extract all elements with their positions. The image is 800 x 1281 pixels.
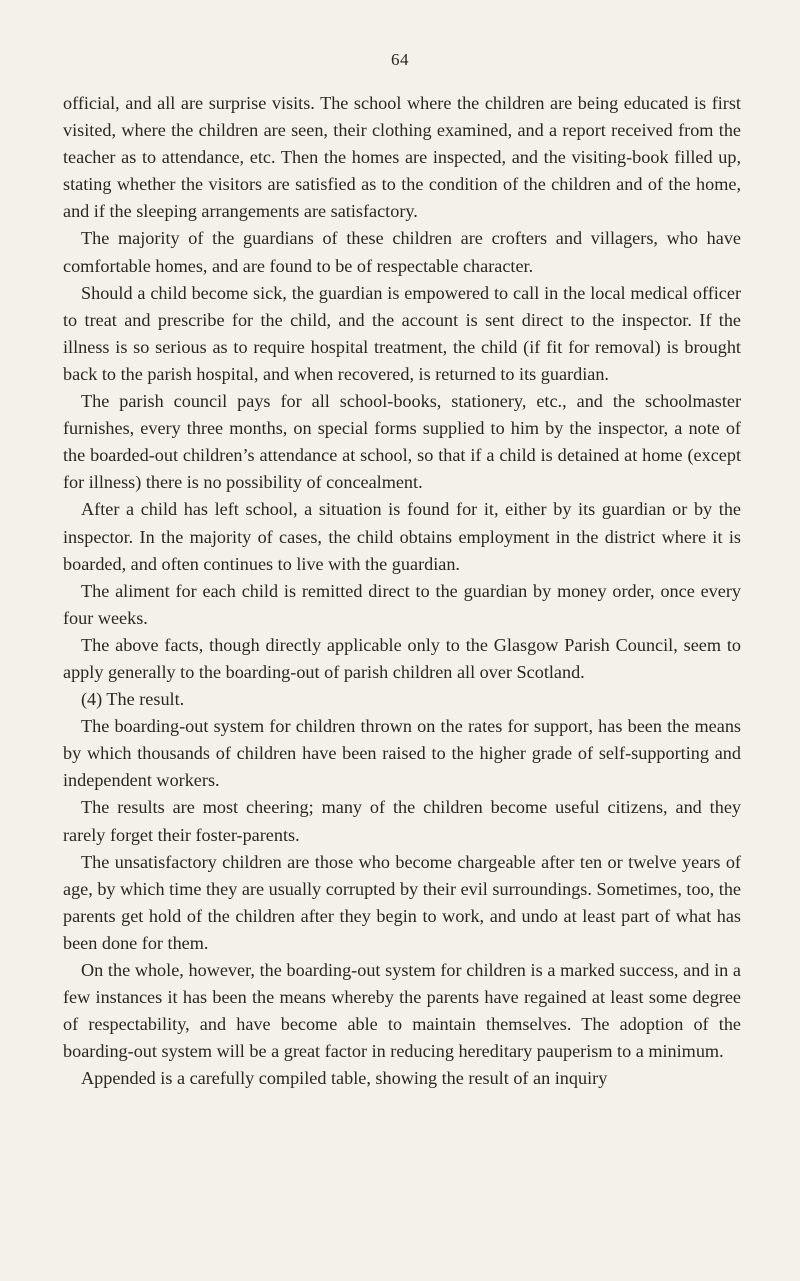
page-number: 64 xyxy=(391,50,409,69)
paragraph-9: The results are most cheering; many of the children become useful citizens, and they rarely forget their foster-parents. xyxy=(63,797,741,845)
paragraph-3: Should a child become sick, the guardian is empowered to call in the local medical officer to treat and prescribe for the child, and the account is sent direct to the inspector. If the illness is so serious as to require hospital treatment, the child (if fit for removal) is brought back to the parish hospital, and when recovered, is returned to its guardian. xyxy=(63,282,741,384)
paragraph-1: official, and all are surprise visits. The school where the children are being educated is first visited, where the children are seen, their clothing examined, and a report received from the teacher as to attendance, etc. Then the homes are inspected, and the visiting-book filled up, stating whether the visitors are satisfied as to the condition of the children and of the home, and if the sleeping arrangements are satisfactory. xyxy=(63,93,741,222)
body-text xyxy=(63,90,741,1092)
paragraph-11: On the whole, however, the boarding-out system for children is a marked success, and in a few instances it has been the means whereby the parents have regained at least some degree of respectability, and have become able to maintain themselves. The adoption of the boarding-out system will be a great factor in reducing hereditary pauperism to a minimum. xyxy=(63,960,741,1062)
paragraph-7: The above facts, though directly applicable only to the Glasgow Parish Council, seem to apply generally to the boarding-out of parish children all over Scotland. xyxy=(63,634,741,682)
paragraph-6: The aliment for each child is remitted direct to the guardian by money order, once every four weeks. xyxy=(63,580,741,628)
paragraph-12: Appended is a carefully compiled table, showing the result of an inquiry xyxy=(81,1068,608,1089)
paragraph-2: The majority of the guardians of these children are crofters and villagers, who have comfortable homes, and are found to be of respectable character. xyxy=(63,228,741,276)
section-heading: (4) The result. xyxy=(81,689,185,710)
paragraph-5: After a child has left school, a situation is found for it, either by its guardian or by the inspector. In the majority of cases, the child obtains employment in the district where it is boarded, and often continues to live with the guardian. xyxy=(63,499,741,574)
paragraph-4: The parish council pays for all school-books, stationery, etc., and the schoolmaster furnishes, every three months, on special forms supplied to him by the inspector, a note of the boarded-out children’s attendance at school, so that if a child is detained at home (except for illness) there is no possibility of concealment. xyxy=(63,391,741,493)
paragraph-10: The unsatisfactory children are those who become chargeable after ten or twelve years of age, by which time they are usually corrupted by their evil surroundings. Sometimes, too, the parents get hold of the children after they begin to work, and undo at least part of what has been done for them. xyxy=(63,851,741,953)
paragraph-8: The boarding-out system for children thrown on the rates for support, has been the means by which thousands of children have been raised to the higher grade of self-supporting and independent workers. xyxy=(63,716,741,791)
